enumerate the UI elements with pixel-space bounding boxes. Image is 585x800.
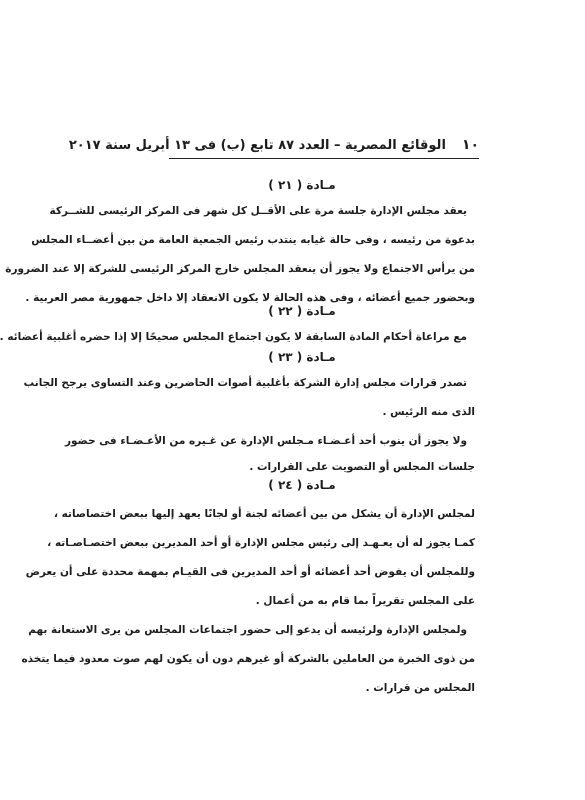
- article-23-title: مـادة ( ٢٣ ): [268, 350, 336, 364]
- article-24-title: مـادة ( ٢٤ ): [268, 478, 336, 492]
- article-21-line-1: يعقد مجلس الإدارة جلسة مرة على الأقــل كل شهر فى المركز الرئيسى للشــركة: [49, 205, 467, 217]
- article-23-line-4: جلسات المجلس أو التصويت على القرارات .: [249, 461, 475, 473]
- article-21-line-2: بدعوة من رئيسه ، وفى حالة غيابه ينتدب رئيس الجمعية العامة من بين أعضــاء المجلس: [31, 234, 475, 246]
- header-rule: [169, 158, 479, 159]
- article-24-line-2: كمـا يجوز له أن يعـهـد إلى رئيس مجلس الإدارة أو أحد المديرين ببعض اختصـاصـاته ،: [47, 537, 475, 549]
- article-24-line-7: المجلس من قرارات .: [365, 682, 475, 694]
- article-23-line-1: تصدر قرارات مجلس إدارة الشركة بأغلبية أصوات الحاضرين وعند التساوى يرجح الجانب: [23, 377, 467, 389]
- article-24-line-3: وللمجلس أن يفوض أحد أعضائه أو أحد المديرين فى القيـام بمهمة محددة على أن يعرض: [25, 566, 475, 578]
- article-23-line-2: الذى منه الرئيس .: [382, 406, 475, 418]
- page-number: ١٠: [461, 137, 479, 153]
- article-24-line-4: على المجلس تقريراً بما قام به من أعمال .: [255, 595, 475, 607]
- running-title: الوقائع المصرية – العدد ٨٧ تابع (ب) فى ١٣ أبريل سنة ٢٠١٧: [68, 137, 446, 153]
- page-header: [68, 133, 479, 157]
- article-23-line-3: ولا يجوز أن ينوب أحد أعـضـاء مـجلس الإدارة عن غـيره من الأعـضـاء فى حضور: [64, 435, 467, 447]
- article-21-line-4: وبحضور جميع أعضائه ، وفى هذه الحالة لا يكون الانعقاد إلا داخل جمهورية مصر العربية .: [25, 292, 475, 304]
- article-24-line-1: لمجلس الإدارة أن يشكل من بين أعضائه لجنة أو لجانًا يعهد إليها ببعض اختصاصاته ،: [54, 508, 475, 520]
- article-24-line-5: ولمجلس الإدارة ولرئيسه أن يدعو إلى حضور اجتماعات المجلس من يرى الاستعانة بهم: [28, 624, 467, 636]
- article-21-line-3: من يرأس الاجتماع ولا يجوز أن ينعقد المجلس خارج المركز الرئيسى للشركة إلا عند الضرورة: [5, 263, 475, 275]
- article-22-title: مـادة ( ٢٢ ): [268, 304, 336, 318]
- article-21-title: مـادة ( ٢١ ): [268, 178, 336, 192]
- article-24-line-6: من ذوى الخبرة من العاملين بالشركة أو غيرهم دون أن يكون لهم صوت معدود فيما يتخذه: [21, 653, 475, 665]
- article-22-line-1: مع مراعاة أحكام المادة السابقة لا يكون اجتماع المجلس صحيحًا إلا إذا حضره أغلبية أعضائه .: [0, 331, 467, 343]
